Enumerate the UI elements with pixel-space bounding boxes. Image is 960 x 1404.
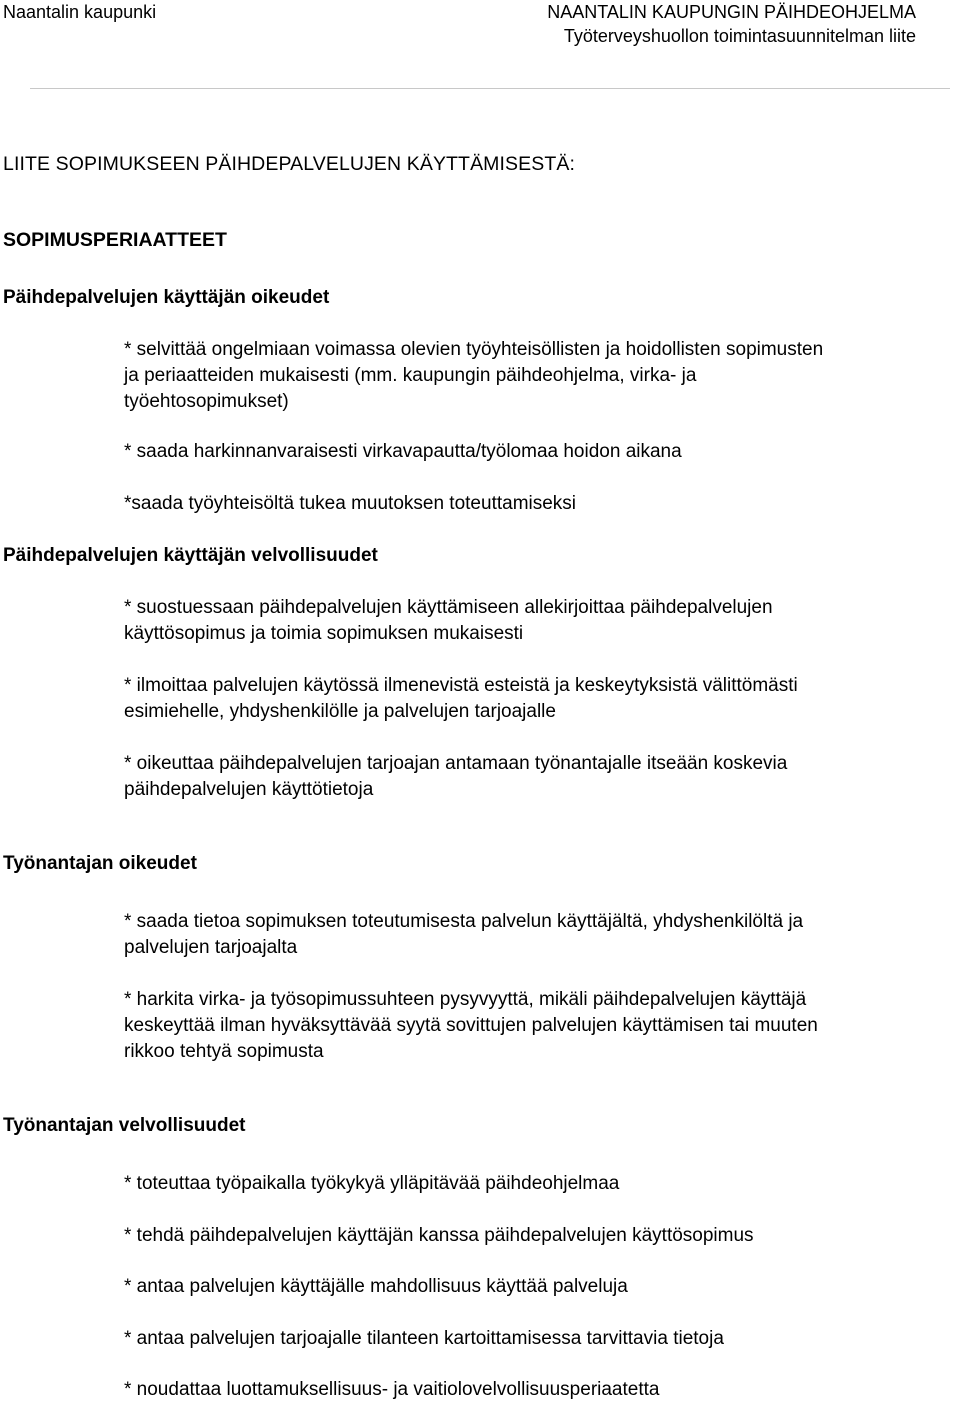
list-item	[124, 1171, 958, 1197]
list-item-line: työehtosopimukset)	[124, 391, 289, 412]
section-heading-employer-obligations: Työnantajan velvollisuudet	[3, 1115, 246, 1136]
list-item	[124, 337, 958, 415]
list-item	[124, 1223, 958, 1249]
list-item-line: * suostuessaan päihdepalvelujen käyttämiseen allekirjoittaa päihdepalvelujen	[124, 597, 773, 618]
list-item-line: * antaa palvelujen käyttäjälle mahdollisuus käyttää palveluja	[124, 1276, 628, 1297]
list-item	[124, 1326, 958, 1352]
list-item-line: * oikeuttaa päihdepalvelujen tarjoajan antamaan työnantajalle itseään koskevia	[124, 753, 788, 774]
list-item-line: * saada tietoa sopimuksen toteutumisesta palvelun käyttäjältä, yhdyshenkilöltä ja	[124, 911, 804, 932]
list-item-line: *saada työyhteisöltä tukea muutoksen toteuttamiseksi	[124, 493, 577, 514]
header-organization: Naantalin kaupunki	[3, 2, 157, 22]
list-item-line: * harkita virka- ja työsopimussuhteen pysyvyyttä, mikäli päihdepalvelujen käyttäjä	[124, 989, 807, 1010]
section-heading-user-obligations: Päihdepalvelujen käyttäjän velvollisuudet	[3, 545, 378, 566]
list-item-line: * noudattaa luottamuksellisuus- ja vaitiolovelvollisuusperiaatetta	[124, 1379, 660, 1400]
section-heading-user-rights: Päihdepalvelujen käyttäjän oikeudet	[3, 287, 330, 308]
section-heading-employer-rights: Työnantajan oikeudet	[3, 853, 197, 874]
list-item-line: keskeyttää ilman hyväksyttävää syytä sovittujen palvelujen käyttämisen tai muuten	[124, 1015, 818, 1036]
list-item-line: käyttösopimus ja toimia sopimuksen mukaisesti	[124, 623, 524, 644]
header-program-title: NAANTALIN KAUPUNGIN PÄIHDEOHJELMA	[547, 2, 916, 22]
list-item-line: * saada harkinnanvaraisesti virkavapautta/työlomaa hoidon aikana	[124, 441, 682, 462]
list-item-line: * antaa palvelujen tarjoajalle tilanteen kartoittamisessa tarvittavia tietoja	[124, 1328, 724, 1349]
header-subtitle: Työterveyshuollon toimintasuunnitelman liite	[563, 26, 916, 46]
list-item	[124, 909, 958, 961]
list-item	[124, 751, 958, 803]
principles-heading: SOPIMUSPERIAATTEET	[3, 229, 227, 251]
header-divider	[30, 88, 950, 89]
list-item-line: palvelujen tarjoajalta	[124, 937, 298, 958]
list-item-line: esimiehelle, yhdyshenkilölle ja palvelujen tarjoajalle	[124, 701, 556, 722]
list-item	[124, 1377, 958, 1403]
list-item-line: ja periaatteiden mukaisesti (mm. kaupungin päihdeohjelma, virka- ja	[124, 365, 697, 386]
list-item	[124, 491, 958, 517]
list-item-line: päihdepalvelujen käyttötietoja	[124, 779, 374, 800]
list-item-line: * selvittää ongelmiaan voimassa olevien työyhteisöllisten ja hoidollisten sopimusten	[124, 339, 824, 360]
header-document-info	[547, 0, 916, 48]
list-item	[124, 987, 958, 1065]
document-title: LIITE SOPIMUKSEEN PÄIHDEPALVELUJEN KÄYTTÄMISESTÄ:	[3, 153, 575, 175]
list-item-line: * ilmoittaa palvelujen käytössä ilmenevistä esteistä ja keskeytyksistä välittömästi	[124, 675, 798, 696]
list-item-line: rikkoo tehtyä sopimusta	[124, 1041, 324, 1062]
list-item	[124, 1274, 958, 1300]
list-item-line: * tehdä päihdepalvelujen käyttäjän kanssa päihdepalvelujen käyttösopimus	[124, 1225, 754, 1246]
list-item	[124, 595, 958, 647]
list-item-line: * toteuttaa työpaikalla työkykyä ylläpitävää päihdeohjelmaa	[124, 1173, 620, 1194]
list-item	[124, 673, 958, 725]
list-item	[124, 439, 958, 465]
